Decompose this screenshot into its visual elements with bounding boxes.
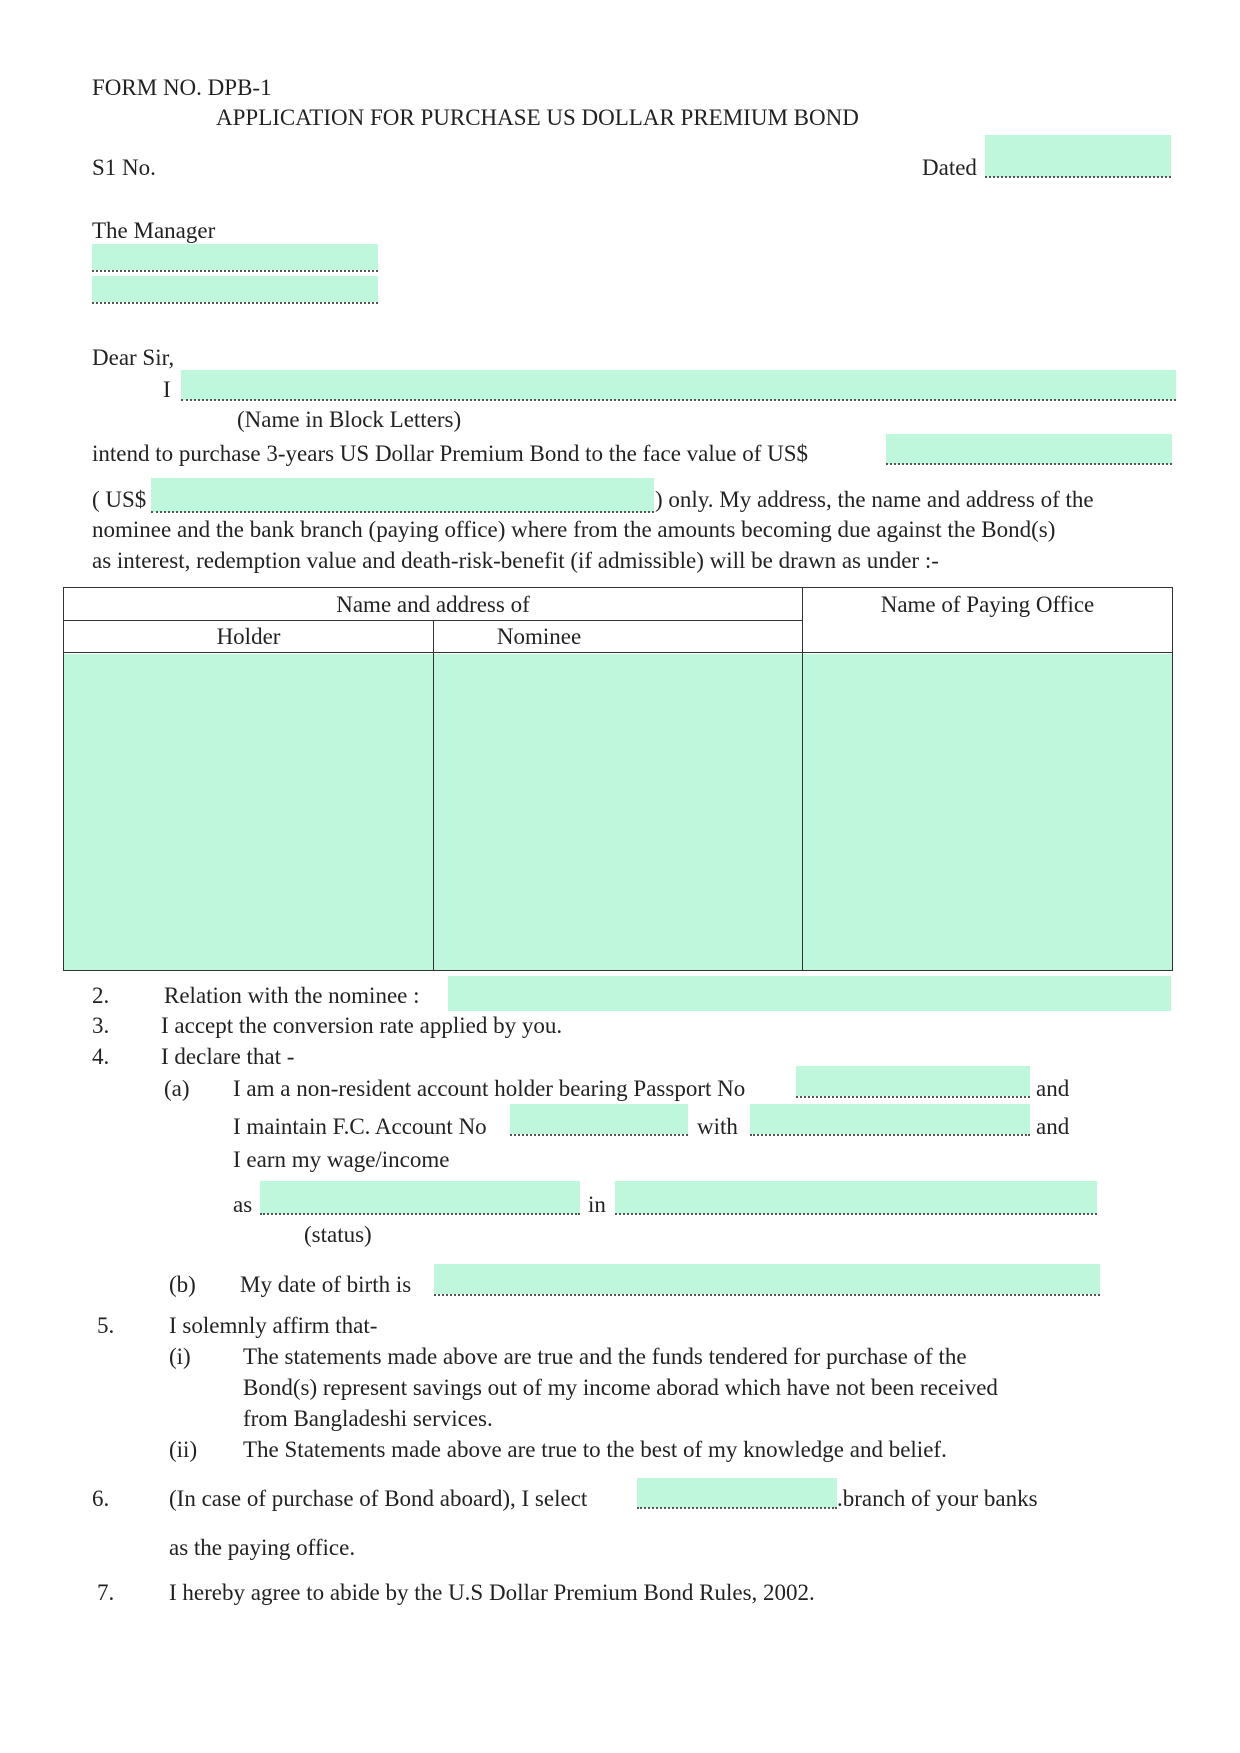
dob-dots bbox=[434, 1294, 1100, 1296]
affirm-i-line-1: The statements made above are true and the funds tendered for purchase of the bbox=[243, 1344, 967, 1369]
affirm-i-line-3: from Bangladeshi services. bbox=[243, 1406, 493, 1431]
fc-account-dots bbox=[510, 1134, 688, 1136]
paying-office-header: Name of Paying Office bbox=[880, 592, 1095, 617]
salutation: Dear Sir, bbox=[92, 345, 175, 370]
us-open-label: ( US$ bbox=[92, 487, 147, 512]
table-col-divider-1 bbox=[433, 620, 434, 971]
item-i-label: (i) bbox=[169, 1344, 191, 1369]
sl-no-label: S1 No. bbox=[92, 155, 156, 180]
manager-line-2-field[interactable] bbox=[92, 276, 378, 302]
with-text: with bbox=[697, 1114, 738, 1139]
applicant-name-dots bbox=[181, 399, 1176, 401]
status-field[interactable] bbox=[260, 1181, 580, 1214]
applicant-name-field[interactable] bbox=[181, 370, 1176, 400]
bank-field[interactable] bbox=[750, 1104, 1030, 1134]
select-text: (In case of purchase of Bond aboard), I select bbox=[169, 1486, 588, 1511]
accept-text: I accept the conversion rate applied by you. bbox=[161, 1013, 563, 1038]
intend-text: intend to purchase 3-years US Dollar Premium Bond to the face value of US$ bbox=[92, 441, 809, 466]
item-7-number: 7. bbox=[97, 1580, 115, 1605]
and-2: and bbox=[1036, 1114, 1070, 1139]
manager-line-1-field[interactable] bbox=[92, 244, 378, 270]
earn-text: I earn my wage/income bbox=[233, 1147, 450, 1172]
relation-field[interactable] bbox=[448, 976, 1171, 1011]
fc-account-field[interactable] bbox=[510, 1104, 688, 1134]
group-header: Name and address of bbox=[336, 592, 530, 617]
item-3-number: 3. bbox=[92, 1013, 110, 1038]
item-4-number: 4. bbox=[92, 1044, 110, 1069]
body-line-2: nominee and the bank branch (paying office) where from the amounts becoming due against the Bond(s) bbox=[92, 517, 1056, 542]
location-dots bbox=[615, 1213, 1097, 1215]
nominee-header: Nominee bbox=[496, 624, 582, 649]
maintain-text: I maintain F.C. Account No bbox=[233, 1114, 487, 1139]
bank-dots bbox=[750, 1134, 1030, 1136]
amount-in-words-field[interactable] bbox=[151, 478, 654, 512]
declare-text: I declare that - bbox=[161, 1044, 295, 1069]
manager-line-2-dots bbox=[92, 302, 378, 304]
in-label: in bbox=[588, 1192, 606, 1217]
status-hint: (status) bbox=[304, 1222, 372, 1247]
item-ii-label: (ii) bbox=[169, 1437, 198, 1462]
manager-label: The Manager bbox=[92, 218, 216, 243]
holder-header: Holder bbox=[216, 624, 281, 649]
holder-cell[interactable] bbox=[64, 654, 433, 970]
dob-field[interactable] bbox=[434, 1264, 1100, 1294]
affirm-i-line-2: Bond(s) represent savings out of my income aborad which have not been received bbox=[243, 1375, 998, 1400]
item-a-label: (a) bbox=[164, 1076, 190, 1101]
branch-text: .branch of your banks bbox=[837, 1486, 1038, 1511]
passport-dots bbox=[796, 1096, 1030, 1098]
table-col-divider-2 bbox=[802, 587, 803, 971]
relation-label: Relation with the nominee : bbox=[164, 983, 420, 1008]
paying-office-cell[interactable] bbox=[803, 654, 1172, 970]
body-line-3: as interest, redemption value and death-risk-benefit (if admissible) will be drawn as under :- bbox=[92, 548, 939, 573]
paying-office-text: as the paying office. bbox=[169, 1535, 356, 1560]
manager-line-1-dots bbox=[92, 270, 378, 272]
table-header-bottom-border bbox=[63, 652, 1173, 653]
face-value-dots bbox=[886, 463, 1172, 465]
passport-text: I am a non-resident account holder bearing Passport No bbox=[233, 1076, 746, 1101]
dob-text: My date of birth is bbox=[240, 1272, 412, 1297]
dated-label: Dated bbox=[922, 155, 977, 180]
name-hint: (Name in Block Letters) bbox=[237, 407, 462, 432]
only-text: ) only. My address, the name and address of the bbox=[655, 487, 1094, 512]
affirm-text: I solemnly affirm that- bbox=[169, 1313, 378, 1338]
face-value-field[interactable] bbox=[886, 434, 1172, 464]
table-top-border bbox=[63, 587, 1173, 588]
location-field[interactable] bbox=[615, 1181, 1097, 1214]
date-field[interactable] bbox=[985, 135, 1171, 177]
status-dots bbox=[260, 1213, 580, 1215]
and-1: and bbox=[1036, 1076, 1070, 1101]
item-5-number: 5. bbox=[97, 1313, 115, 1338]
nominee-cell[interactable] bbox=[434, 654, 802, 970]
item-6-number: 6. bbox=[92, 1486, 110, 1511]
as-label: as bbox=[233, 1192, 253, 1217]
branch-field[interactable] bbox=[637, 1478, 837, 1508]
affirm-ii-line: The Statements made above are true to the best of my knowledge and belief. bbox=[243, 1437, 947, 1462]
agree-text: I hereby agree to abide by the U.S Dollar Premium Bond Rules, 2002. bbox=[169, 1580, 815, 1605]
item-b-label: (b) bbox=[169, 1272, 196, 1297]
date-dotted-line bbox=[985, 176, 1171, 178]
form-title: APPLICATION FOR PURCHASE US DOLLAR PREMIUM BOND bbox=[216, 105, 859, 130]
branch-dots bbox=[637, 1507, 837, 1509]
table-bottom-border bbox=[63, 970, 1173, 971]
passport-field[interactable] bbox=[796, 1066, 1030, 1096]
amount-in-words-dots bbox=[151, 511, 654, 513]
item-2-number: 2. bbox=[92, 983, 110, 1008]
form-number: FORM NO. DPB-1 bbox=[92, 75, 272, 100]
i-label: I bbox=[163, 377, 171, 402]
table-right-border bbox=[1172, 587, 1173, 971]
